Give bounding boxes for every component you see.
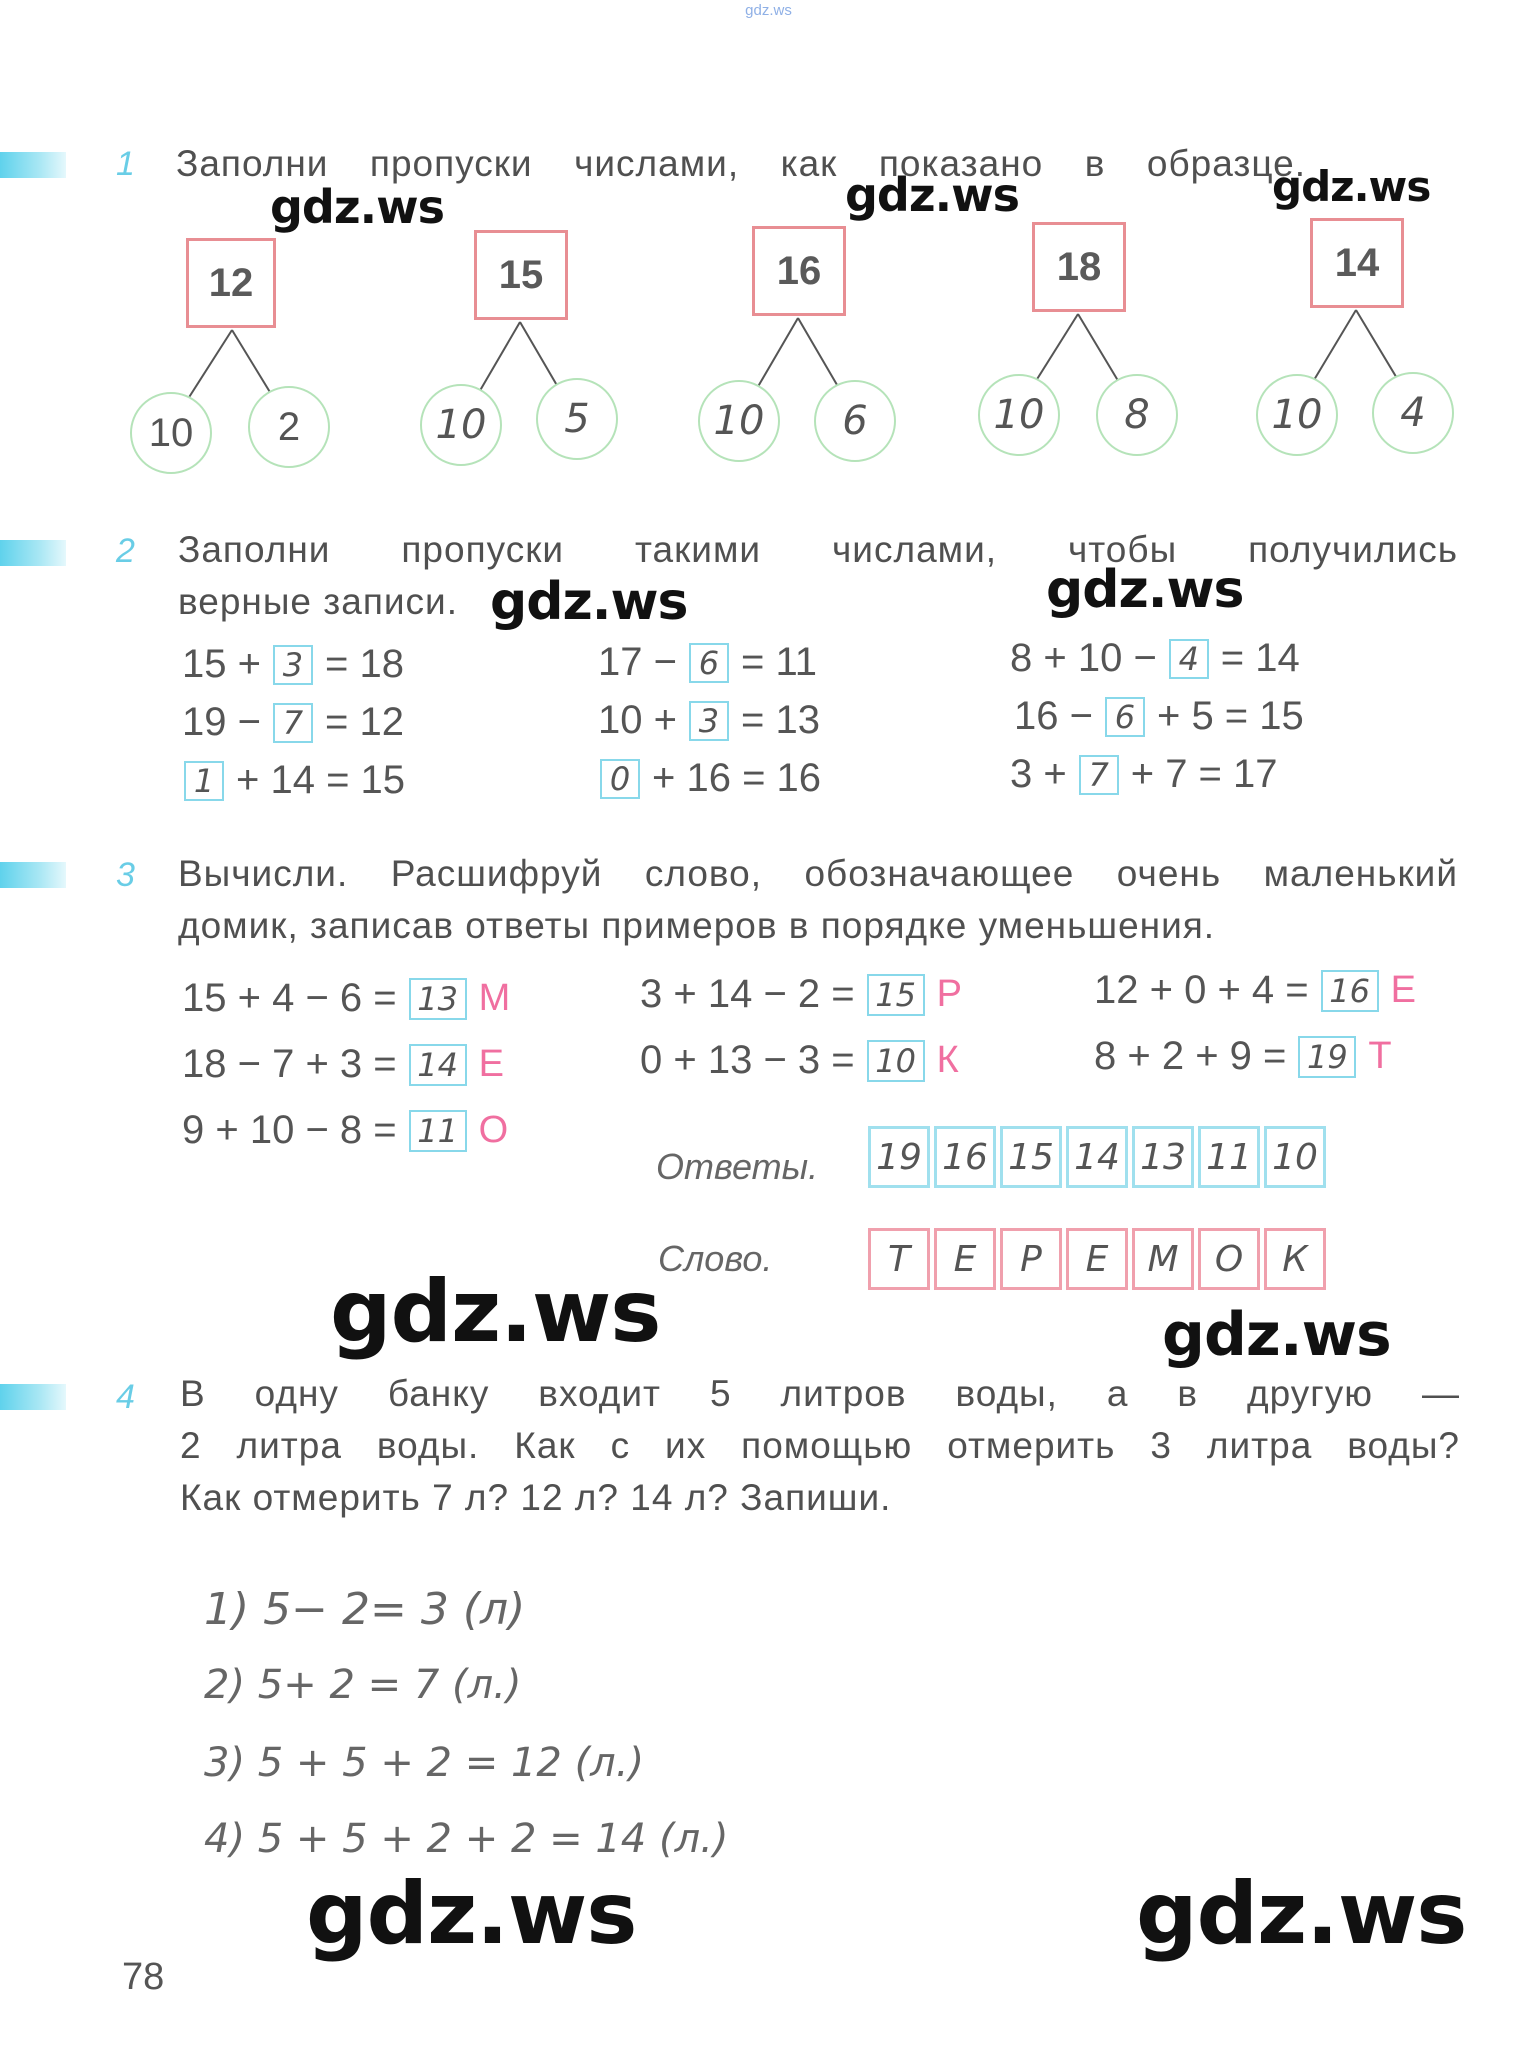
eq-left: 15 + [182,642,261,686]
example-letter: М [478,977,511,1019]
solution-line: 1) 5− 2= 3 (л) [204,1584,526,1635]
tree-left: 10 [130,392,212,474]
page-number: 78 [122,1956,165,1998]
equation [596,698,822,743]
example-expr: 12 + 0 + 4 = [1094,968,1309,1012]
example-letter: О [478,1109,509,1151]
example-letter: Е [478,1043,504,1085]
solution-line: 2) 5+ 2 = 7 (л.) [204,1662,522,1708]
answer-box[interactable]: 4 [1169,639,1209,679]
example [640,972,962,1017]
answers-label: Ответы. [656,1146,819,1187]
word-cell[interactable]: М [1132,1228,1194,1290]
watermark: gdz.ws [306,1864,637,1964]
equation [1008,752,1280,797]
tree-right: 2 [248,386,330,468]
eq-left: 19 − [182,700,261,744]
top-watermark: gdz.ws [745,2,792,19]
word-cell[interactable]: Е [934,1228,996,1290]
equation [180,700,406,745]
example [182,1042,504,1087]
eq-right: = 18 [324,642,404,686]
number-tree [126,232,366,492]
answer-box[interactable]: 6 [689,643,729,683]
equation [586,756,823,801]
word-row [868,1228,1330,1290]
tree-sum: 12 [186,238,276,328]
word-cell[interactable]: К [1264,1228,1326,1290]
answer-box[interactable]: 19 [1298,1036,1356,1078]
eq-left: 3 + [1010,752,1067,796]
answer-cell[interactable]: 16 [934,1126,996,1188]
watermark: gdz.ws [1046,560,1244,620]
watermark: gdz.ws [1272,162,1431,211]
tree-right: 6 [814,380,896,462]
watermark: gdz.ws [270,180,444,234]
example [1094,1034,1392,1079]
answer-cell[interactable]: 15 [1000,1126,1062,1188]
eq-left: 8 + 10 − [1010,636,1157,680]
answer-cell[interactable]: 10 [1264,1126,1326,1188]
word-cell[interactable]: Е [1066,1228,1128,1290]
example-letter: Е [1390,969,1416,1011]
tree-right: 5 [536,378,618,460]
solution-line: 4) 5 + 5 + 2 + 2 = 14 (л.) [204,1816,729,1862]
task2-text [178,524,1458,628]
task4-text-line1: В одну банку входит 5 литров воды, а в другую — [180,1373,1460,1414]
example-letter: Р [936,973,962,1015]
answers-row [868,1126,1330,1188]
task3-text-line2: домик, записав ответы примеров в порядке уменьшения. [178,905,1216,946]
task3-number: 3 [116,856,135,894]
example-expr: 8 + 2 + 9 = [1094,1034,1287,1078]
eq-right: + 7 = 17 [1130,752,1278,796]
task4-text-line3: Как отмерить 7 л? 12 л? 14 л? Запиши. [180,1477,892,1518]
answer-box[interactable]: 7 [273,703,313,743]
eq-right: + 5 = 15 [1156,694,1304,738]
answer-cell[interactable]: 11 [1198,1126,1260,1188]
eq-left: 10 + [598,698,677,742]
eq-left: 16 − [1014,694,1093,738]
equation [180,642,406,687]
task1-stripe [0,152,66,178]
tree-sum: 16 [752,226,846,316]
example-expr: 3 + 14 − 2 = [640,972,855,1016]
number-tree [1250,216,1490,476]
watermark: gdz.ws [1162,1300,1391,1370]
tree-right: 8 [1096,374,1178,456]
answer-box[interactable]: 13 [409,978,467,1020]
answer-box[interactable]: 16 [1321,970,1379,1012]
word-cell[interactable]: Р [1000,1228,1062,1290]
word-cell[interactable]: О [1198,1228,1260,1290]
task3-text-line1: Вычисли. Расшифруй слово, обозначающее очень маленький [178,853,1458,894]
answer-box[interactable]: 11 [409,1110,467,1152]
answer-box[interactable]: 14 [409,1044,467,1086]
example [182,976,510,1021]
watermark: gdz.ws [330,1262,661,1362]
answer-box[interactable]: 1 [184,761,224,801]
task4-stripe [0,1384,66,1410]
word-cell[interactable]: Т [868,1228,930,1290]
tree-sum: 15 [474,230,568,320]
example-letter: К [936,1039,959,1081]
solution-line: 3) 5 + 5 + 2 = 12 (л.) [204,1740,645,1786]
example [1094,968,1416,1013]
number-tree [970,220,1210,480]
example-letter: Т [1368,1035,1392,1077]
example [182,1108,508,1153]
answer-box[interactable]: 3 [273,645,313,685]
answer-box[interactable]: 15 [867,974,925,1016]
task4-number: 4 [116,1378,135,1416]
example [640,1038,959,1083]
example-expr: 0 + 13 − 3 = [640,1038,855,1082]
equation [1012,694,1306,739]
example-expr: 15 + 4 − 6 = [182,976,397,1020]
eq-right: + 16 = 16 [652,756,822,800]
answer-cell[interactable]: 19 [868,1126,930,1188]
answer-cell[interactable]: 13 [1132,1126,1194,1188]
answer-box[interactable]: 0 [600,759,640,799]
task1-text: Заполни пропуски числами, как показано в образце. [176,143,1306,184]
answer-cell[interactable]: 14 [1066,1126,1128,1188]
answer-box[interactable]: 7 [1079,755,1119,795]
task3-text [178,848,1458,952]
tree-sum: 18 [1032,222,1126,312]
eq-right: = 14 [1220,636,1300,680]
eq-right: = 11 [740,640,817,684]
tree-sum: 14 [1310,218,1404,308]
number-tree [690,224,930,484]
task4-text-line2: 2 литра воды. Как с их помощью отмерить 3 литра воды? [180,1425,1460,1466]
task2-text-line1: Заполни пропуски такими числами, чтобы получились [178,529,1458,570]
task2-number: 2 [116,532,135,570]
task1-number: 1 [116,145,135,183]
task2-stripe [0,540,66,566]
answer-box[interactable]: 10 [867,1040,925,1082]
watermark: gdz.ws [845,168,1019,222]
watermark: gdz.ws [490,572,688,632]
tree-right: 4 [1372,372,1454,454]
number-tree [412,228,652,488]
equation [596,640,819,685]
equation [170,758,407,803]
tree-left: 10 [1256,374,1338,456]
eq-right: = 12 [324,700,404,744]
task3-stripe [0,862,66,888]
tree-left: 10 [698,380,780,462]
tree-left: 10 [420,384,502,466]
word-label: Слово. [658,1238,773,1279]
answer-box[interactable]: 6 [1105,697,1145,737]
eq-right: + 14 = 15 [236,758,406,802]
task2-text-line2: верные записи. [178,581,458,622]
answer-box[interactable]: 3 [689,701,729,741]
example-expr: 9 + 10 − 8 = [182,1108,397,1152]
equation [1008,636,1302,681]
eq-right: = 13 [740,698,820,742]
eq-left: 17 − [598,640,677,684]
example-expr: 18 − 7 + 3 = [182,1042,397,1086]
task4-text [180,1368,1460,1524]
tree-left: 10 [978,374,1060,456]
watermark: gdz.ws [1136,1864,1467,1964]
